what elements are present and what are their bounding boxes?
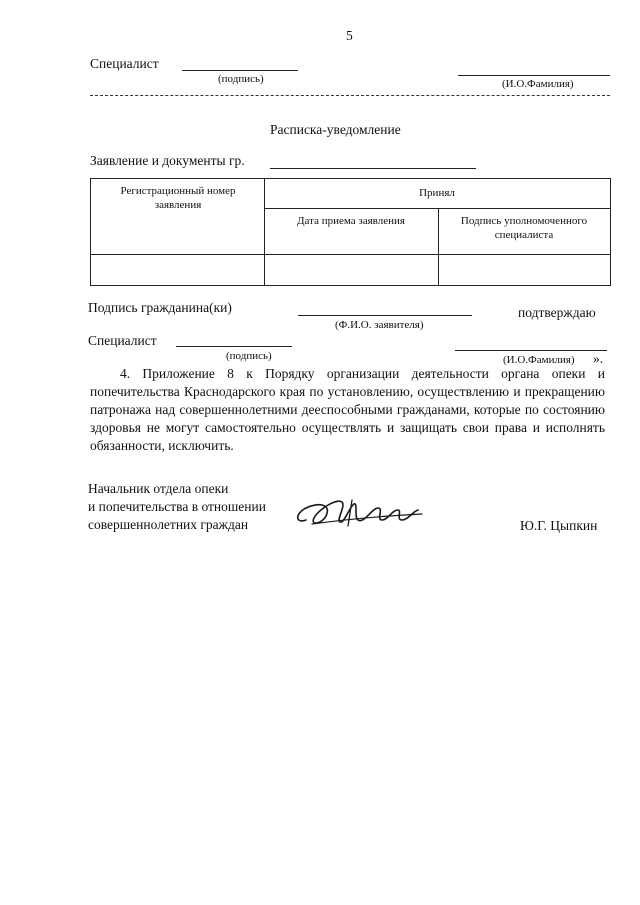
signature-caption-2: (подпись) (226, 350, 272, 362)
applicant-name-line (298, 315, 472, 316)
citizen-signature-label: Подпись гражданина(ки) (88, 300, 232, 315)
official-name: Ю.Г. Цыпкин (520, 518, 598, 533)
position-line-2: и попечительства в отношении (88, 499, 266, 514)
applicant-caption: (Ф.И.О. заявителя) (335, 319, 424, 331)
amendment-paragraph (90, 365, 605, 455)
signature-line-2 (176, 346, 292, 347)
accepted-group-header: Принял (419, 187, 455, 199)
specialist-label: Специалист (90, 56, 159, 71)
closing-quote-mark: ». (593, 351, 604, 366)
documents-fill-line (270, 168, 476, 169)
position-line-3: совершеннолетних граждан (88, 517, 249, 532)
page-number: 5 (346, 28, 353, 43)
position-line-1: Начальник отдела опеки (88, 481, 229, 496)
col-specialist-signature-header: Подпись уполномоченного специалиста (460, 215, 588, 241)
amendment-text: 4. Приложение 8 к Порядку организации деятельности органа опеки и попечительства Краснодарского края по установлению, осуществлению и прекращению патронажа над совершеннолетними дееспособными гражданами, которые по состоянию здоровья не могут самостоятельно осуществлять и защищать свои права и исполнять обязанности, исключить. (90, 366, 605, 453)
name-line-2 (455, 350, 607, 351)
signature-caption: (подпись) (218, 73, 264, 85)
signature-line (182, 70, 298, 71)
cut-line (90, 95, 610, 96)
documents-label: Заявление и документы гр. (90, 153, 245, 168)
name-caption-2: (И.О.Фамилия) (503, 354, 575, 366)
confirm-text: подтверждаю (518, 305, 596, 320)
receipt-title: Расписка-уведомление (270, 122, 401, 137)
specialist-label-2: Специалист (88, 333, 157, 348)
handwritten-signature (292, 490, 432, 538)
official-position (88, 480, 266, 534)
name-line (458, 75, 610, 76)
name-caption: (И.О.Фамилия) (502, 78, 574, 90)
col-date-header: Дата приема заявления (297, 215, 405, 227)
col-registration-number-header: Регистрационный номер заявления (120, 185, 236, 211)
